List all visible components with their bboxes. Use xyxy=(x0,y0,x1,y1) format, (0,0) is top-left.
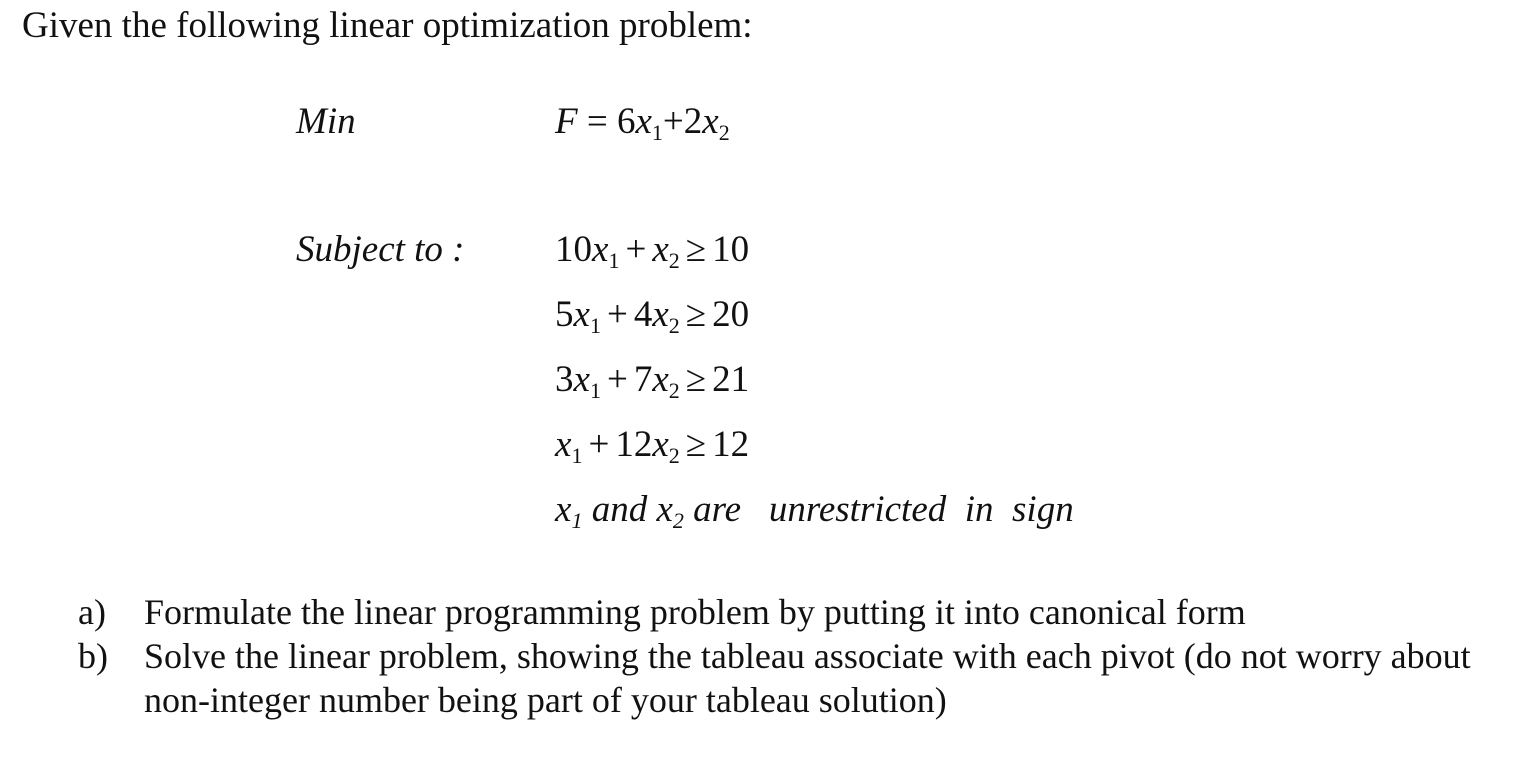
plus-sign: + xyxy=(606,294,628,335)
var-sub: 2 xyxy=(668,248,680,273)
var-name: x xyxy=(635,101,652,142)
plus-sign: + xyxy=(625,229,647,270)
var-name: x xyxy=(592,229,609,270)
task-marker: b) xyxy=(78,636,108,676)
task-text: Formulate the linear programming problem by putting it into canonical form xyxy=(144,592,1246,632)
equals-sign: = xyxy=(586,101,608,142)
var-name: x xyxy=(652,294,669,335)
var-name: x xyxy=(652,229,669,270)
constraint-2 xyxy=(555,293,749,336)
geq-sign: ≥ xyxy=(685,294,707,335)
var-name: x xyxy=(702,101,719,142)
constraint-coef-1: 5 xyxy=(555,294,574,335)
var-sub: 1 xyxy=(589,313,601,338)
var-sub: 1 xyxy=(589,378,601,403)
var-sub: 1 xyxy=(571,508,583,533)
var-sub: 2 xyxy=(718,120,730,145)
var-name: x xyxy=(555,424,572,465)
var-sub: 2 xyxy=(668,443,680,468)
var-name: x xyxy=(652,359,669,400)
task-item-a xyxy=(78,590,1508,634)
plus-sign: + xyxy=(662,101,684,142)
constraint-rhs: 20 xyxy=(712,294,750,335)
plus-sign: + xyxy=(588,424,610,465)
geq-sign: ≥ xyxy=(685,229,707,270)
task-marker: a) xyxy=(78,592,106,632)
var-name: x xyxy=(656,489,673,530)
constraint-coef-2: 7 xyxy=(633,359,653,400)
var-name: x xyxy=(573,294,590,335)
constraint-rhs: 10 xyxy=(712,229,750,270)
unrestricted-text: are unrestricted in sign xyxy=(693,489,1074,530)
var-name: x xyxy=(555,489,572,530)
var-sub: 1 xyxy=(651,120,663,145)
var-sub: 1 xyxy=(571,443,583,468)
constraint-rhs: 21 xyxy=(712,359,750,400)
subject-to-label: Subject to : xyxy=(296,229,465,270)
objective-function xyxy=(555,100,730,143)
constraint-coef-1: 10 xyxy=(555,229,592,270)
task-text: Solve the linear problem, showing the tableau associate with each pivot (do not worry about non-integer number being part of your tableau solution) xyxy=(144,636,1471,720)
min-label: Min xyxy=(296,101,356,142)
constraint-coef-2: 12 xyxy=(615,424,653,465)
geq-sign: ≥ xyxy=(685,359,707,400)
var-sub: 2 xyxy=(668,378,680,403)
intro-text: Given the following linear optimization problem: xyxy=(22,5,753,46)
var-sub: 2 xyxy=(668,313,680,338)
and-word: and xyxy=(591,489,648,530)
constraint-coef-1: 3 xyxy=(555,359,574,400)
constraint-coef-2: 4 xyxy=(633,294,653,335)
var-name: x xyxy=(652,424,669,465)
var-sub: 2 xyxy=(672,508,684,533)
sign-condition xyxy=(555,488,1074,531)
objective-lhs: F xyxy=(555,101,578,142)
constraint-rhs: 12 xyxy=(712,424,750,465)
var-sub: 1 xyxy=(608,248,620,273)
constraint-4 xyxy=(555,423,749,466)
var-name: x xyxy=(573,359,590,400)
geq-sign: ≥ xyxy=(685,424,707,465)
coef-x1: 6 xyxy=(616,101,636,142)
coef-x2: 2 xyxy=(683,101,703,142)
task-item-b xyxy=(78,634,1508,722)
task-list xyxy=(78,590,1508,722)
plus-sign: + xyxy=(606,359,628,400)
constraint-1 xyxy=(555,228,749,271)
constraint-3 xyxy=(555,358,749,401)
